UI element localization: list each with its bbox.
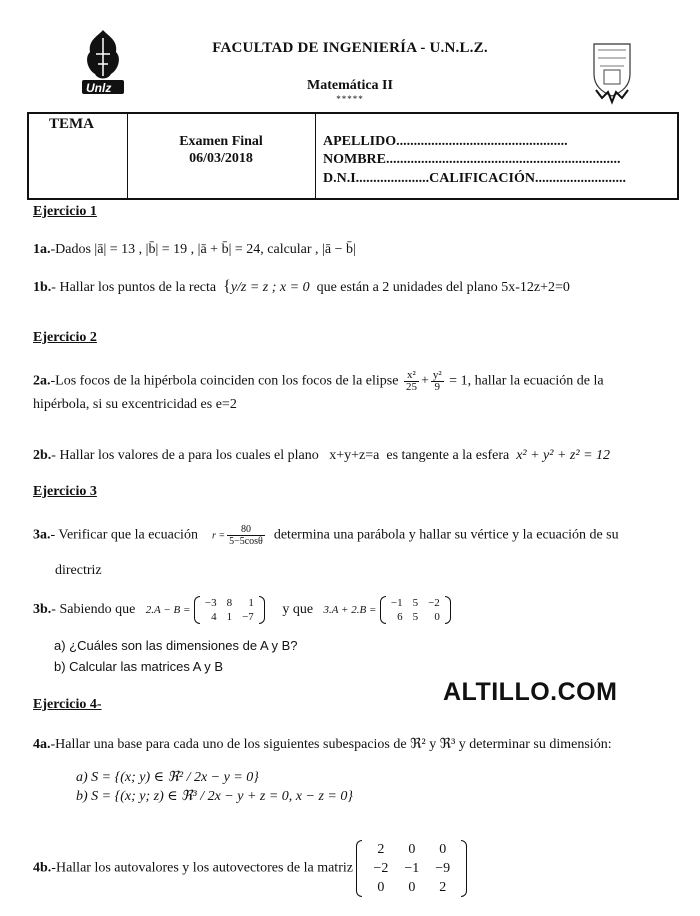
matrix-cell: −7: [242, 611, 254, 623]
exercise-4b-text: -Hallar los autovalores y los autovectores de la matriz: [51, 860, 353, 876]
matrix-cell: 8: [226, 597, 233, 609]
subject-title: Matemática II: [307, 78, 393, 93]
exam-title: Examen Final: [179, 134, 263, 149]
matrix-cell: −1: [404, 861, 420, 876]
exercise-3b-mid: y que: [282, 602, 314, 618]
exercise-3a-post: determina una parábola y hallar su vértice y la ecuación de su: [273, 527, 619, 543]
exercise-3a-pre: - Verificar que la ecuación: [50, 527, 198, 543]
exam-info-box: [27, 112, 679, 200]
exercise-1b-label: 1b.: [33, 280, 52, 295]
apellido-field: APELLIDO.................................................: [323, 134, 568, 149]
matrix-cell: 6: [397, 611, 403, 623]
logo-text: Unlz: [86, 81, 112, 95]
matrix-cell: −9: [435, 861, 451, 876]
exercise-4a-item-a: a) S = {(x; y) ∈ ℜ² / 2x − y = 0}: [76, 770, 259, 785]
exercise-2b-label: 2b.: [33, 448, 52, 463]
exercise-2b-sphere: x² + y² + z² = 12: [516, 448, 611, 463]
exercise-4a-item-b: b) S = {(x; y; z) ∈ ℜ³ / 2x − y + z = 0, x − z = 0}: [76, 789, 353, 804]
exercise-2a-label: 2a.: [33, 373, 51, 389]
dni-field: D.N.I.....................: [323, 171, 430, 186]
matrix-cell: 5: [412, 611, 419, 623]
exercise-1a: [33, 242, 356, 258]
exam-date: 06/03/2018: [189, 151, 253, 166]
matrix-3a-plus-2b: [380, 596, 451, 624]
tema-cell: [29, 114, 128, 198]
matrix-4b: [356, 840, 467, 897]
exercise-1a-text: -Dados |ā| = 13 , |b̄| = 19 , |ā + b̄| = 24, calcular , |ā − b̄|: [50, 242, 356, 257]
subject-stars: *****: [336, 94, 364, 104]
exercise-1b: 1b.- Hallar los puntos de la recta {y/z = z ; x = 0 que están a 2 unidades del plano 5x-12z+2=0: [33, 278, 570, 295]
exercise-1b-pre: - Hallar los puntos de la recta: [51, 280, 217, 295]
matrix-cell: 2: [377, 842, 385, 857]
calificacion-field: CALIFICACIÓN..........................: [429, 171, 626, 186]
matrix-cell: 0: [408, 842, 416, 857]
exercise-1a-label: 1a.: [33, 242, 51, 257]
dni-calificacion-row: [323, 171, 626, 187]
ellipse-frac-x: $\frac{\text{x²}}{25}$: [405, 369, 417, 393]
ejercicio-2-title: Ejercicio 2: [33, 330, 97, 345]
matrix-cell: 1: [248, 597, 254, 609]
exercise-4a: [33, 736, 612, 753]
matrix-cell: 0: [377, 880, 385, 895]
exercise-3a-label: 3a.: [33, 527, 51, 543]
exercise-4b-label: 4b.: [33, 860, 52, 876]
polar-r: r =: [211, 530, 226, 542]
ellipse-frac-y: $\frac{\text{y²}}{9}$: [432, 369, 442, 393]
exercise-2b-plane: x+y+z=a: [329, 448, 380, 463]
faculty-title: FACULTAD DE INGENIERÍA - U.N.L.Z.: [212, 40, 488, 56]
exercise-4b: [33, 840, 467, 897]
matrix-cell: 0: [439, 842, 447, 857]
ejercicio-1-title: Ejercicio 1: [33, 204, 97, 219]
matrix-2a-minus-b: [194, 596, 265, 624]
exercise-4a-label: 4a.: [33, 737, 51, 752]
exercise-2b: [33, 448, 610, 464]
exercise-3a-line2: directriz: [55, 563, 102, 578]
exercise-2b-mid: es tangente a la esfera: [386, 448, 510, 463]
exercise-4a-text: -Hallar una base para cada uno de los siguientes subespacios de ℜ² y ℜ³ y determinar su dimensión:: [50, 737, 612, 752]
exercise-3a: [33, 524, 619, 547]
exercise-3b-item-b: b) Calcular las matrices A y B: [54, 659, 224, 674]
matrix-cell: 1: [226, 611, 233, 623]
altillo-watermark: ALTILLO.COM: [443, 678, 618, 706]
exercise-2b-pre: - Hallar los valores de a para los cuales el plano: [51, 448, 319, 463]
tema-label: TEMA: [49, 116, 94, 132]
ejercicio-3-title: Ejercicio 3: [33, 484, 97, 499]
exercise-3b-item-a: a) ¿Cuáles son las dimensiones de A y B?: [54, 638, 298, 653]
exercise-2a: 2a.-Los focos de la hipérbola coinciden con los focos de la elipse $\frac{\text{x²}}{25}$ + $\frac{\text{y²}}{9}$ = 1, hallar la ecuación de la: [33, 369, 604, 393]
matrix-cell: −2: [373, 861, 389, 876]
exercise-2a-line2: hipérbola, si su excentricidad es e=2: [33, 397, 237, 412]
exam-cell: [127, 114, 316, 198]
exercise-1b-post: que están a 2 unidades del plano 5x-12z+2=0: [316, 280, 570, 295]
exercise-2a-post: = 1, hallar la ecuación de la: [449, 373, 604, 389]
exercise-3b: [33, 596, 451, 624]
exercise-3b-label: 3b.: [33, 602, 52, 618]
exercise-2a-pre: -Los focos de la hipérbola coinciden con los focos de la elipse: [50, 373, 399, 389]
eq-2a-minus-b: 2.A − B =: [145, 604, 191, 617]
matrix-cell: −1: [390, 597, 403, 609]
matrix-cell: 2: [439, 880, 447, 895]
polar-frac: $\frac{80}{5-5\cos\theta}$: [229, 524, 263, 547]
eq-3a-plus-2b: 3.A + 2.B =: [323, 604, 377, 617]
exercise-1b-line-eq: y/z = z ; x = 0: [230, 280, 310, 295]
matrix-cell: 4: [211, 611, 217, 623]
ejercicio-4-title: Ejercicio 4-: [33, 697, 102, 712]
matrix-cell: −3: [204, 597, 217, 609]
matrix-cell: 5: [412, 597, 419, 609]
matrix-cell: −2: [428, 597, 440, 609]
matrix-cell: 0: [408, 880, 416, 895]
exercise-3b-pre: - Sabiendo que: [51, 602, 136, 618]
nombre-field: NOMBRE...................................................................: [323, 152, 621, 167]
matrix-cell: 0: [434, 611, 440, 623]
